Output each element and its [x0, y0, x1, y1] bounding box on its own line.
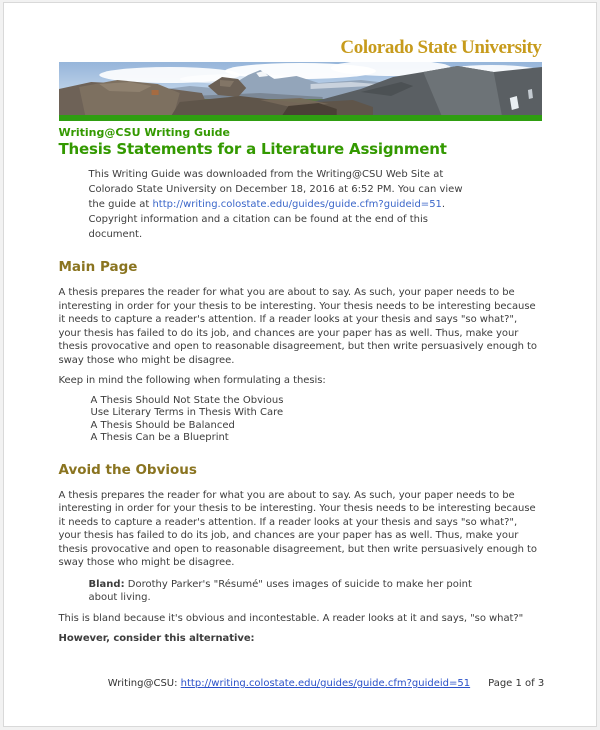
guide-url-link[interactable]: http://writing.colostate.edu/guides/guide.cfm?guideid=51	[152, 199, 442, 210]
thesis-tip-item: A Thesis Can be a Blueprint	[90, 432, 229, 443]
intro-paragraph	[89, 167, 481, 242]
mountain-photo	[59, 62, 542, 115]
footer-page-number: Page 1 of 3	[488, 678, 545, 689]
intro-text-pre: This Writing Guide was downloaded from the Writing@CSU Web Site at Colorado State University on December 18, 2016 at 6:52 PM. You can view the guide at	[88, 169, 463, 210]
thesis-tip-item: A Thesis Should Not State the Obvious	[90, 394, 284, 406]
csu-logo-wordmark: Colorado State University	[340, 37, 542, 58]
thesis-tips-list	[91, 395, 542, 445]
bland-label: Bland:	[88, 578, 125, 590]
green-divider	[59, 115, 542, 121]
keep-in-mind-text: Keep in mind the following when formulating a thesis:	[58, 375, 326, 386]
section-heading-main-page: Main Page	[58, 259, 138, 275]
footer-url-link[interactable]: http://writing.colostate.edu/guides/guide.cfm?guideid=51	[180, 678, 471, 689]
alternative-label: However, consider this alternative:	[58, 633, 255, 644]
bland-text: Dorothy Parker's "Résumé" uses images of suicide to make her point about living.	[88, 578, 472, 603]
bland-response: This is bland because it's obvious and incontestable. A reader looks at it and says, "so what?"	[58, 612, 524, 624]
intro-text-post: . Copyright information and a citation can be found at the end of this document.	[88, 199, 446, 240]
logo-row	[59, 3, 542, 59]
thesis-tip-item: A Thesis Should be Balanced	[90, 419, 235, 431]
footer-site-label: Writing@CSU:	[107, 678, 178, 689]
document-page	[3, 2, 597, 727]
bland-example	[89, 578, 489, 605]
section-heading-avoid-obvious: Avoid the Obvious	[58, 461, 197, 478]
main-page-paragraph: A thesis prepares the reader for what you are about to say. As such, your paper needs to be interesting in order for your thesis to be interesting. Your thesis needs to be interesting because it needs to capture a reader's attention. If a reader looks at your thesis and says "so what?", your thesis has failed to do its job, and chances are your paper has as well. Thus, make your thesis provocative and open to reasonable disagreement, but then write persuasively enough to sway those who might be disagree.	[58, 287, 537, 366]
page-footer	[30, 677, 597, 690]
thesis-tip-item: Use Literary Terms in Thesis With Care	[90, 407, 284, 418]
guide-label: Writing@CSU Writing Guide	[58, 126, 230, 139]
page-title: Thesis Statements for a Literature Assignment	[58, 140, 447, 158]
avoid-obvious-paragraph: A thesis prepares the reader for what you are about to say. As such, your paper needs to be interesting in order for your thesis to be interesting. Your thesis needs to be interesting because it needs to capture a reader's attention. If a reader looks at your thesis and says "so what?", your thesis has failed to do its job, and chances are your paper has as well. Thus, make your thesis provocative and open to reasonable disagreement, but then write persuasively enough to sway those who might be disagree.	[58, 489, 537, 568]
